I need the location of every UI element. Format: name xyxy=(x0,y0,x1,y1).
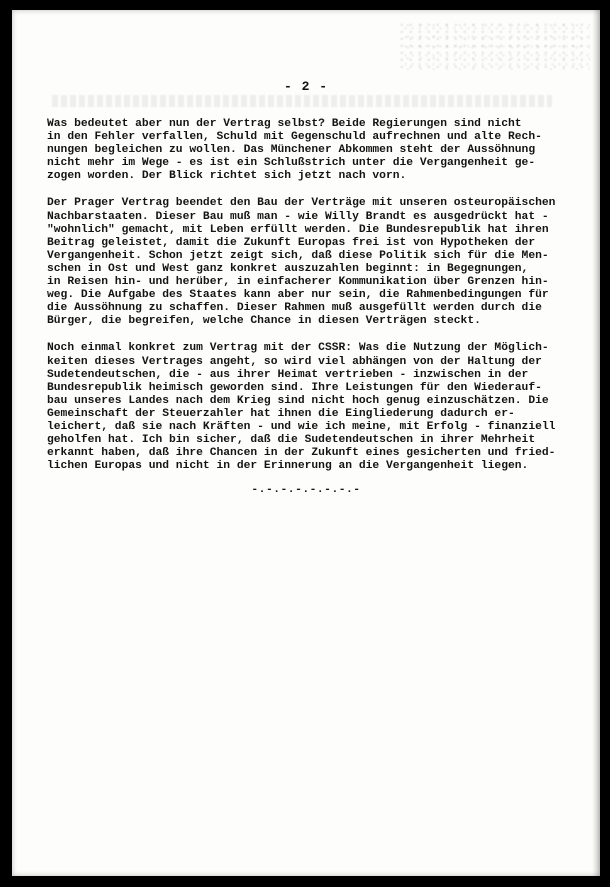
text-line: die Aussöhnung zu schaffen. Dieser Rahmen muß ausgefüllt werden durch die xyxy=(47,302,542,315)
page-edge-shadow xyxy=(592,10,600,876)
text-line: erkannt haben, daß ihre Chancen in der Zukunft eines gesicherten und fried- xyxy=(47,447,556,460)
bleed-through-line xyxy=(52,95,552,107)
text-line: in Reisen hin- und herüber, in einfacherer Kommunikation über Grenzen hin- xyxy=(47,276,549,289)
text-line: in den Fehler verfallen, Schuld mit Gegenschuld aufrechnen und alte Rech- xyxy=(47,131,542,144)
text-line: Noch einmal konkret zum Vertrag mit der CSSR: Was die Nutzung der Möglich- xyxy=(47,342,549,355)
page-number: - 2 - xyxy=(283,79,328,94)
text-line: weg. Die Aufgabe des Staates kann aber nur sein, die Rahmenbedingungen für xyxy=(47,289,549,302)
text-line: "wohnlich" gemacht, mit Leben erfüllt werden. Die Bundesrepublik hat ihren xyxy=(47,223,549,236)
paragraph xyxy=(47,342,577,473)
text-line: Beitrag geleistet, damit die Zukunft Europas frei ist von Hypotheken der xyxy=(47,236,536,249)
text-line: keiten dieses Vertrages angeht, so wird viel abhängen von der Haltung der xyxy=(47,355,542,368)
text-line: nungen begleichen zu wollen. Das Münchener Abkommen steht der Aussöhnung xyxy=(47,144,536,157)
body-text xyxy=(47,118,577,487)
text-line: Vergangenheit. Schon jetzt zeigt sich, daß diese Politik sich für die Men- xyxy=(47,249,549,262)
text-line: geholfen hat. Ich bin sicher, daß die Sudetendeutschen in ihrer Mehrheit xyxy=(47,434,536,447)
end-of-text-mark: -.-.-.-.-.-.-.- xyxy=(251,484,361,496)
text-line: lichen Europas und nicht in der Erinnerung an die Vergangenheit liegen. xyxy=(47,460,529,473)
text-line: leichert, daß sie nach Kräften - und wie ich meine, mit Erfolg - finanziell xyxy=(47,420,556,433)
text-line: Bürger, die begreifen, welche Chance in diesen Verträgen steckt. xyxy=(47,315,481,328)
text-line: bau unseres Landes nach dem Krieg sind nicht hoch genug einzuschätzen. Die xyxy=(47,394,549,407)
text-line: Sudetendeutschen, die - aus ihrer Heimat vertrieben - inzwischen in der xyxy=(47,368,529,381)
document-page xyxy=(12,10,600,876)
text-line: Bundesrepublik heimisch geworden sind. Ihre Leistungen für den Wiederauf- xyxy=(47,381,542,394)
text-line: Nachbarstaaten. Dieser Bau muß man - wie Willy Brandt es ausgedrückt hat - xyxy=(47,210,549,223)
text-line: nicht mehr im Wege - es ist ein Schlußstrich unter die Vergangenheit ge- xyxy=(47,157,536,170)
text-line: Was bedeutet aber nun der Vertrag selbst? Beide Regierungen sind nicht xyxy=(47,118,522,130)
paragraph xyxy=(47,118,577,183)
paragraph xyxy=(47,197,577,328)
scan-speckle xyxy=(400,22,590,70)
text-line: zogen worden. Der Blick richtet sich jetzt nach vorn. xyxy=(47,170,407,183)
text-line: schen in Ost und West ganz konkret auszuzahlen beginnt: in Begegnungen, xyxy=(47,262,529,275)
text-line: Der Prager Vertrag beendet den Bau der Verträge mit unseren osteuropäischen xyxy=(47,197,556,210)
text-line: Gemeinschaft der Steuerzahler hat ihnen die Eingliederung dadurch er- xyxy=(47,407,515,420)
